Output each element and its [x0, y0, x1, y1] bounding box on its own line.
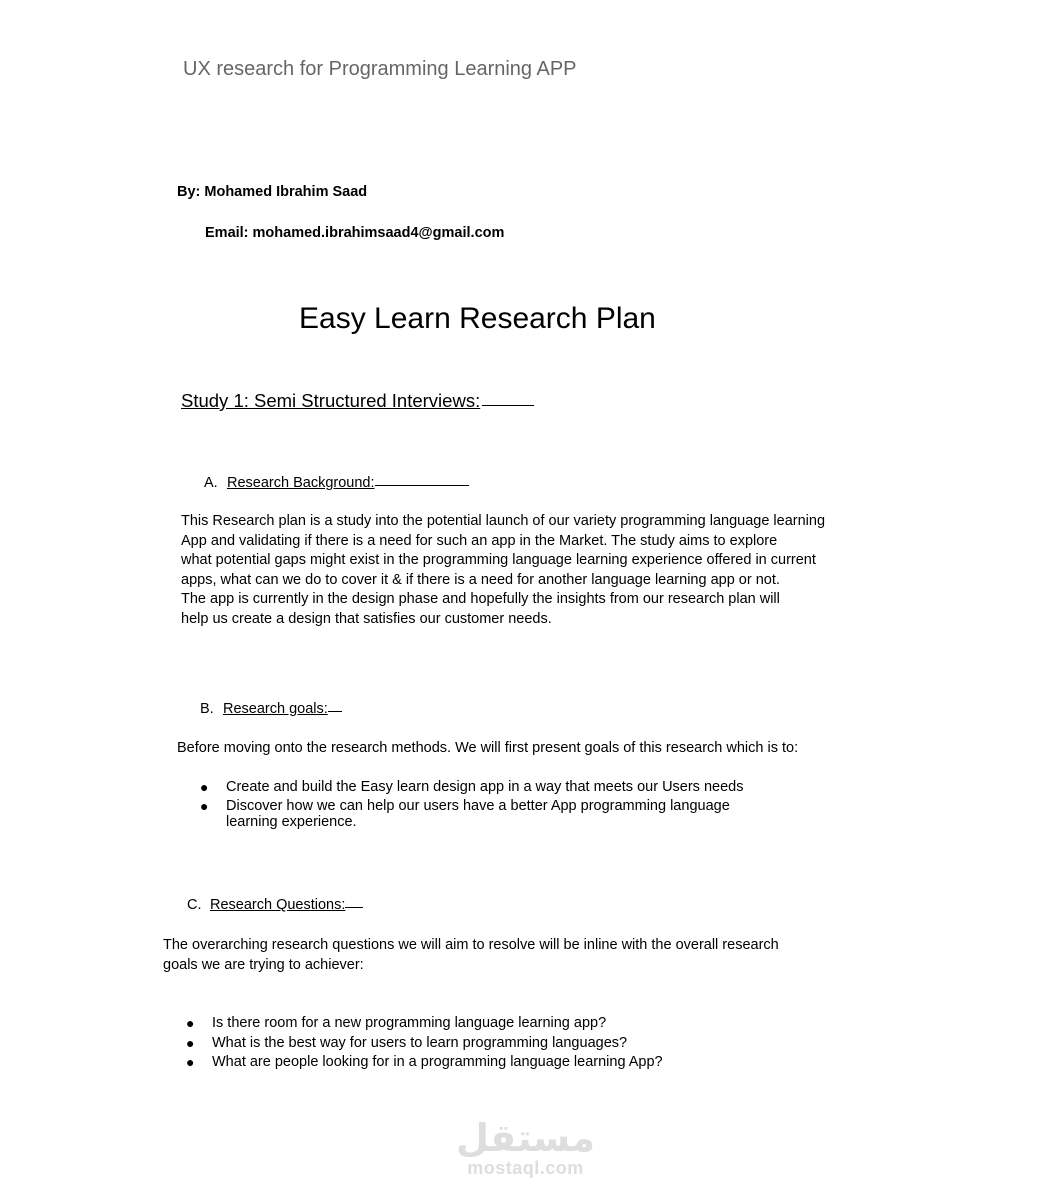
document-title: Easy Learn Research Plan: [299, 302, 656, 335]
list-item-text: Is there room for a new programming language learning app?: [212, 1015, 607, 1031]
bullet-icon: ●: [186, 1034, 195, 1051]
watermark-url: mostaql.com: [467, 1158, 584, 1178]
list-item-text: Create and build the Easy learn design app in a way that meets our Users needs: [226, 779, 744, 795]
bullet-icon: ●: [186, 1054, 195, 1070]
section-c-bullets: [186, 1014, 663, 1073]
section-c-intro: [163, 936, 779, 975]
list-item: [200, 778, 744, 796]
section-c-letter: C.: [187, 897, 202, 913]
paragraph-line: This Research plan is a study into the potential launch of our variety programming language learning: [181, 513, 826, 529]
list-item-text: learning experience.: [226, 814, 357, 830]
author-line: By: Mohamed Ibrahim Saad: [177, 184, 368, 200]
heading-underline: [375, 485, 469, 486]
list-item-text: What is the best way for users to learn programming languages?: [212, 1034, 628, 1051]
paragraph-line: what potential gaps might exist in the programming language learning experience offered in current: [181, 552, 816, 568]
paragraph-line: App and validating if there is a need for such an app in the Market. The study aims to explore: [181, 532, 778, 549]
study-heading: [181, 390, 534, 412]
heading-underline: [328, 711, 342, 712]
section-a-label: Research Background:: [227, 475, 375, 491]
section-b-bullets: [200, 778, 744, 830]
section-a-heading: [204, 475, 469, 491]
section-b-letter: B.: [200, 701, 214, 717]
study-heading-text: Study 1: Semi Structured Interviews:: [181, 390, 481, 411]
heading-underline: [482, 405, 534, 406]
list-item: [186, 1053, 663, 1073]
section-b-heading: [200, 701, 342, 717]
list-item: [186, 1014, 663, 1034]
section-c-heading: [187, 897, 363, 913]
list-item-text: What are people looking for in a programming language learning App?: [212, 1054, 663, 1070]
paragraph-line: apps, what can we do to cover it & if there is a need for another language learning app or not.: [181, 571, 780, 588]
paragraph-line: The overarching research questions we will aim to resolve will be inline with the overall research: [163, 937, 779, 953]
paragraph-line: The app is currently in the design phase and hopefully the insights from our research plan will: [181, 591, 780, 607]
bullet-icon: ●: [186, 1015, 195, 1031]
section-c-label: Research Questions:: [210, 897, 346, 913]
section-a-letter: A.: [204, 475, 218, 491]
list-item-text: Discover how we can help our users have a better App programming language: [226, 798, 730, 814]
bullet-icon: ●: [200, 779, 209, 795]
section-b-intro: Before moving onto the research methods. We will first present goals of this research which is to:: [177, 740, 799, 756]
paragraph-line: help us create a design that satisfies our customer needs.: [181, 610, 552, 627]
list-item: [200, 798, 743, 830]
bullet-icon: ●: [200, 798, 209, 814]
paragraph-line: goals we are trying to achiever:: [163, 956, 364, 973]
list-item: [186, 1034, 663, 1054]
email-line: Email: mohamed.ibrahimsaad4@gmail.com: [205, 225, 505, 241]
heading-underline: [345, 907, 363, 908]
mostaql-watermark: [456, 1118, 595, 1179]
document-header: UX research for Programming Learning APP: [183, 58, 577, 80]
watermark-arabic-logo: مستقل: [456, 1116, 595, 1160]
section-a-paragraph: [181, 512, 825, 629]
section-b-label: Research goals:: [223, 701, 328, 717]
